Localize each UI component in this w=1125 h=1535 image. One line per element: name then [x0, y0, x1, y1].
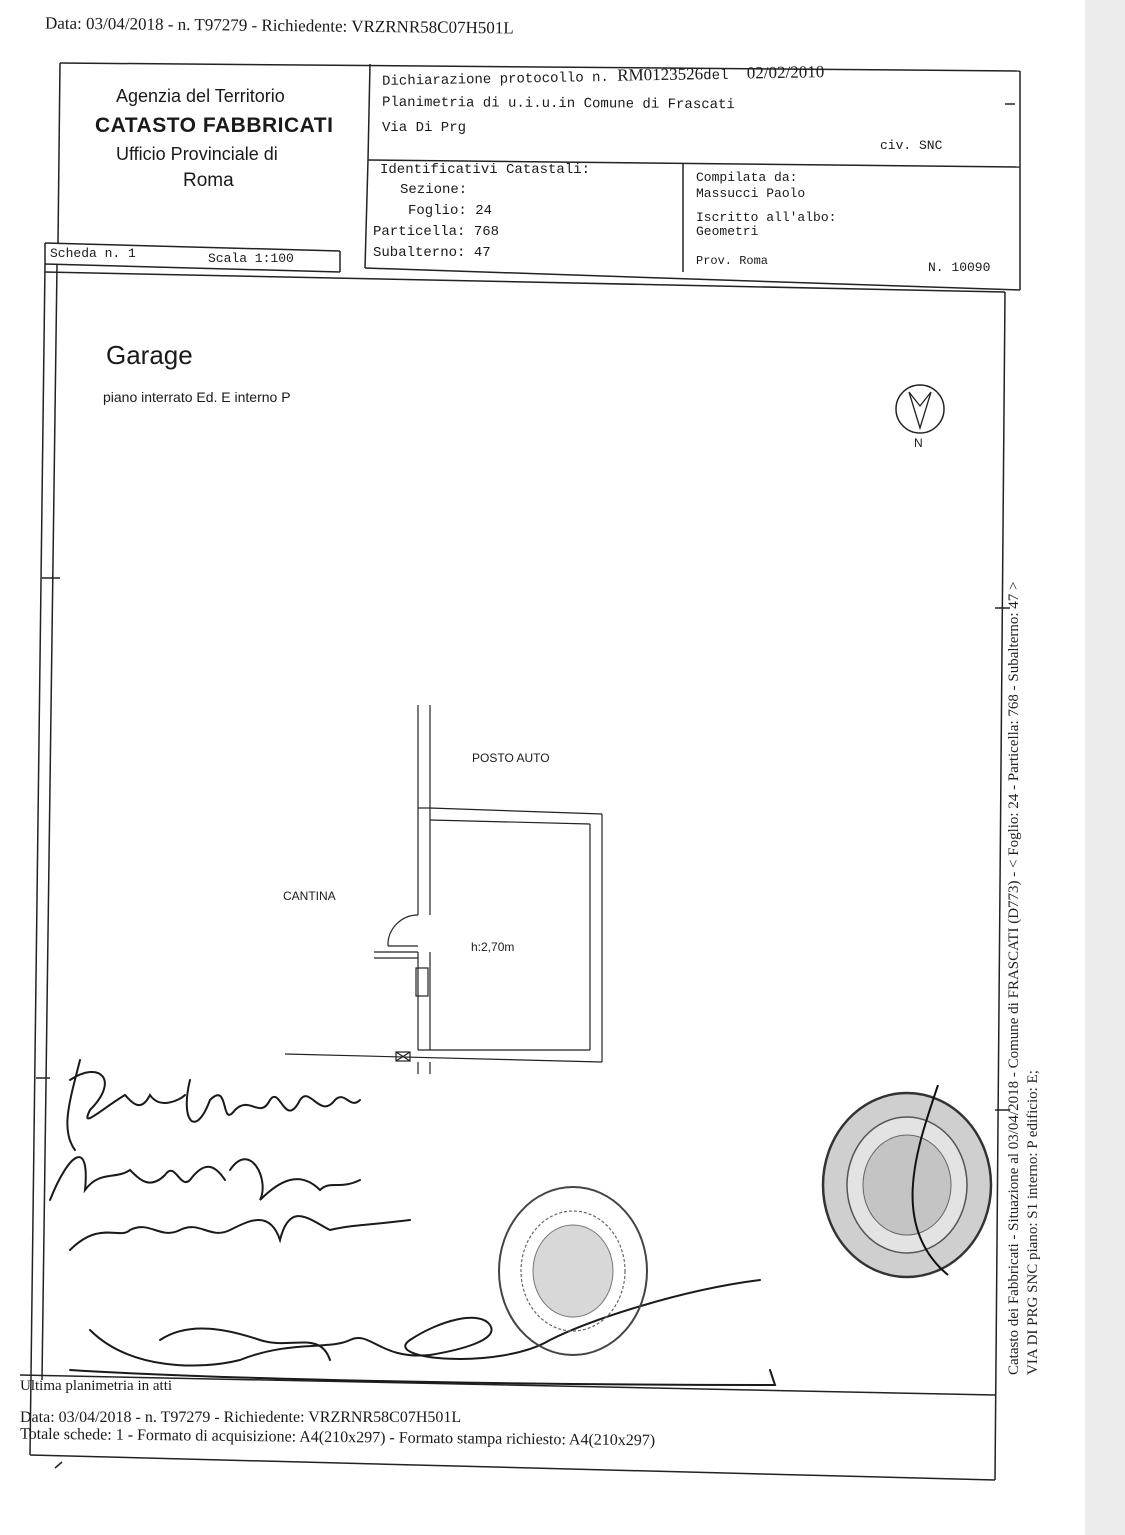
declaration-civ: civ. SNC: [880, 138, 943, 153]
compiler-name: Massucci Paolo: [696, 186, 806, 201]
protocol-label: Dichiarazione protocollo n.: [381, 69, 610, 90]
label-cantina: CANTINA: [283, 889, 336, 903]
footer-line-3: Totale schede: 1 - Formato di acquisizione: A4(210x297) - Formato stampa richiesto: A4(210x297): [19, 1425, 656, 1450]
side-text: [1005, 582, 1043, 1375]
signatures: [30, 1040, 790, 1400]
scan-edge: [1085, 0, 1125, 1535]
declaration-date: 02/02/2010: [746, 62, 825, 83]
left-stamp: [488, 1178, 658, 1364]
scheda-label: Scheda n. 1: [50, 246, 136, 261]
compiler-albo: Geometri: [696, 224, 759, 239]
label-height: h:2,70m: [471, 940, 515, 954]
declaration-address: Via Di Prg: [382, 120, 467, 136]
declaration-planimetry: Planimetria di u.i.u.in Comune di Frascati: [381, 94, 735, 114]
identifiers-sezione: Sezione:: [400, 182, 468, 198]
agency-line-4: Roma: [183, 170, 234, 191]
identifiers-title: Identificativi Catastali:: [380, 162, 591, 178]
identifiers-particella: Particella: 768: [373, 224, 500, 240]
right-stamp: [818, 1085, 996, 1285]
compiler-title: Compilata da:: [696, 170, 798, 185]
label-posto-auto: POSTO AUTO: [472, 751, 550, 765]
identifiers-foglio: Foglio: 24: [408, 203, 493, 219]
protocol-number: RM0123526: [617, 64, 704, 85]
footer-line-1: Ultima planimetria in atti: [20, 1378, 173, 1394]
date-prefix: del: [703, 67, 729, 85]
plan-subtitle: piano interrato Ed. E interno P: [103, 389, 291, 405]
side-text-line-2: VIA DI PRG SNC piano: S1 interno: P edificio: E;: [1025, 1070, 1041, 1375]
header-line: Data: 03/04/2018 - n. T97279 - Richiedente: VRZRNR58C07H501L: [44, 13, 514, 38]
floor-plan: [270, 690, 620, 1080]
identifiers-subalterno: Subalterno: 47: [373, 245, 491, 261]
side-text-line-1: Catasto dei Fabbricati - Situazione al 03/04/2018 - Comune di FRASCATI (D773) - < Foglio: 24 - Particella: 768 - Subalterno: 47 >: [1006, 581, 1022, 1375]
compiler-number: N. 10090: [928, 260, 991, 275]
agency-line-2: CATASTO FABBRICATI: [95, 114, 334, 137]
north-label: N: [914, 436, 923, 450]
scheda-scale: Scala 1:100: [208, 251, 294, 266]
agency-line-1: Agenzia del Territorio: [116, 86, 285, 106]
north-arrow-icon: [893, 382, 949, 438]
compiler-prov: Prov. Roma: [696, 254, 769, 268]
plan-title: Garage: [106, 340, 193, 370]
footer-line-2: Data: 03/04/2018 - n. T97279 - Richiedente: VRZRNR58C07H501L: [20, 1409, 462, 1426]
compiler-albo-label: Iscritto all'albo:: [696, 210, 837, 225]
agency-line-3: Ufficio Provinciale di: [116, 144, 278, 164]
